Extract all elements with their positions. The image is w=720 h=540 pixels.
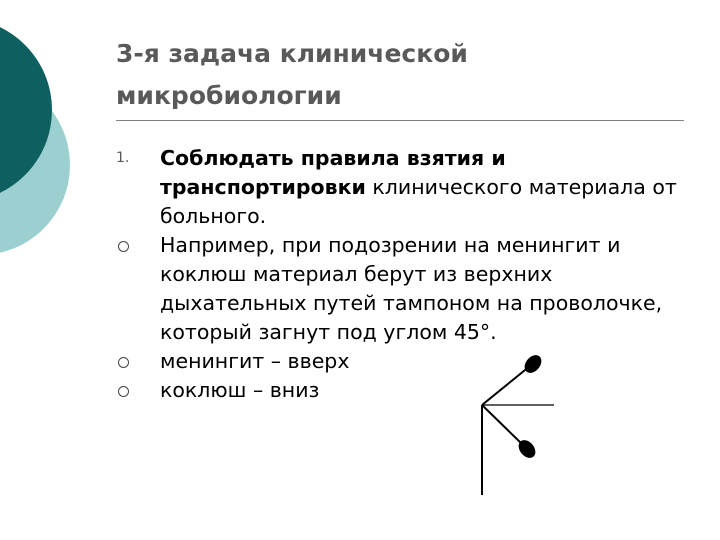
list-item-text: Например, при подозрении на менингит и коклюш материал берут из верхних дыхательных путей тампоном на проволочке, который загнут под углом 45°. <box>160 233 663 344</box>
list-item-text: клинического материала от больного. <box>160 175 677 228</box>
bullet-list <box>116 144 696 405</box>
list-item-text: менингит – вверх <box>160 349 350 373</box>
list-item <box>116 144 696 231</box>
swab-wire-down <box>482 405 522 444</box>
list-number: 1. <box>116 150 130 166</box>
list-item <box>116 347 696 376</box>
list-item <box>116 231 696 347</box>
swab-diagram <box>470 340 570 500</box>
swab-wire-up <box>482 366 530 405</box>
hollow-circle-bullet-icon <box>118 386 129 397</box>
list-item-bold-text: Соблюдать правила взятия и транспортировки <box>160 146 506 199</box>
list-item-text: коклюш – вниз <box>160 378 320 402</box>
hollow-circle-bullet-icon <box>118 357 129 368</box>
list-item <box>116 376 696 405</box>
hollow-circle-bullet-icon <box>118 241 129 252</box>
title-line-1: 3-я задача клинической <box>116 39 468 68</box>
decorative-circles <box>0 0 80 300</box>
slide-title <box>116 33 676 117</box>
title-divider <box>116 120 684 121</box>
swab-tip-up-icon <box>521 352 545 376</box>
title-line-2: микробиологии <box>116 81 342 110</box>
